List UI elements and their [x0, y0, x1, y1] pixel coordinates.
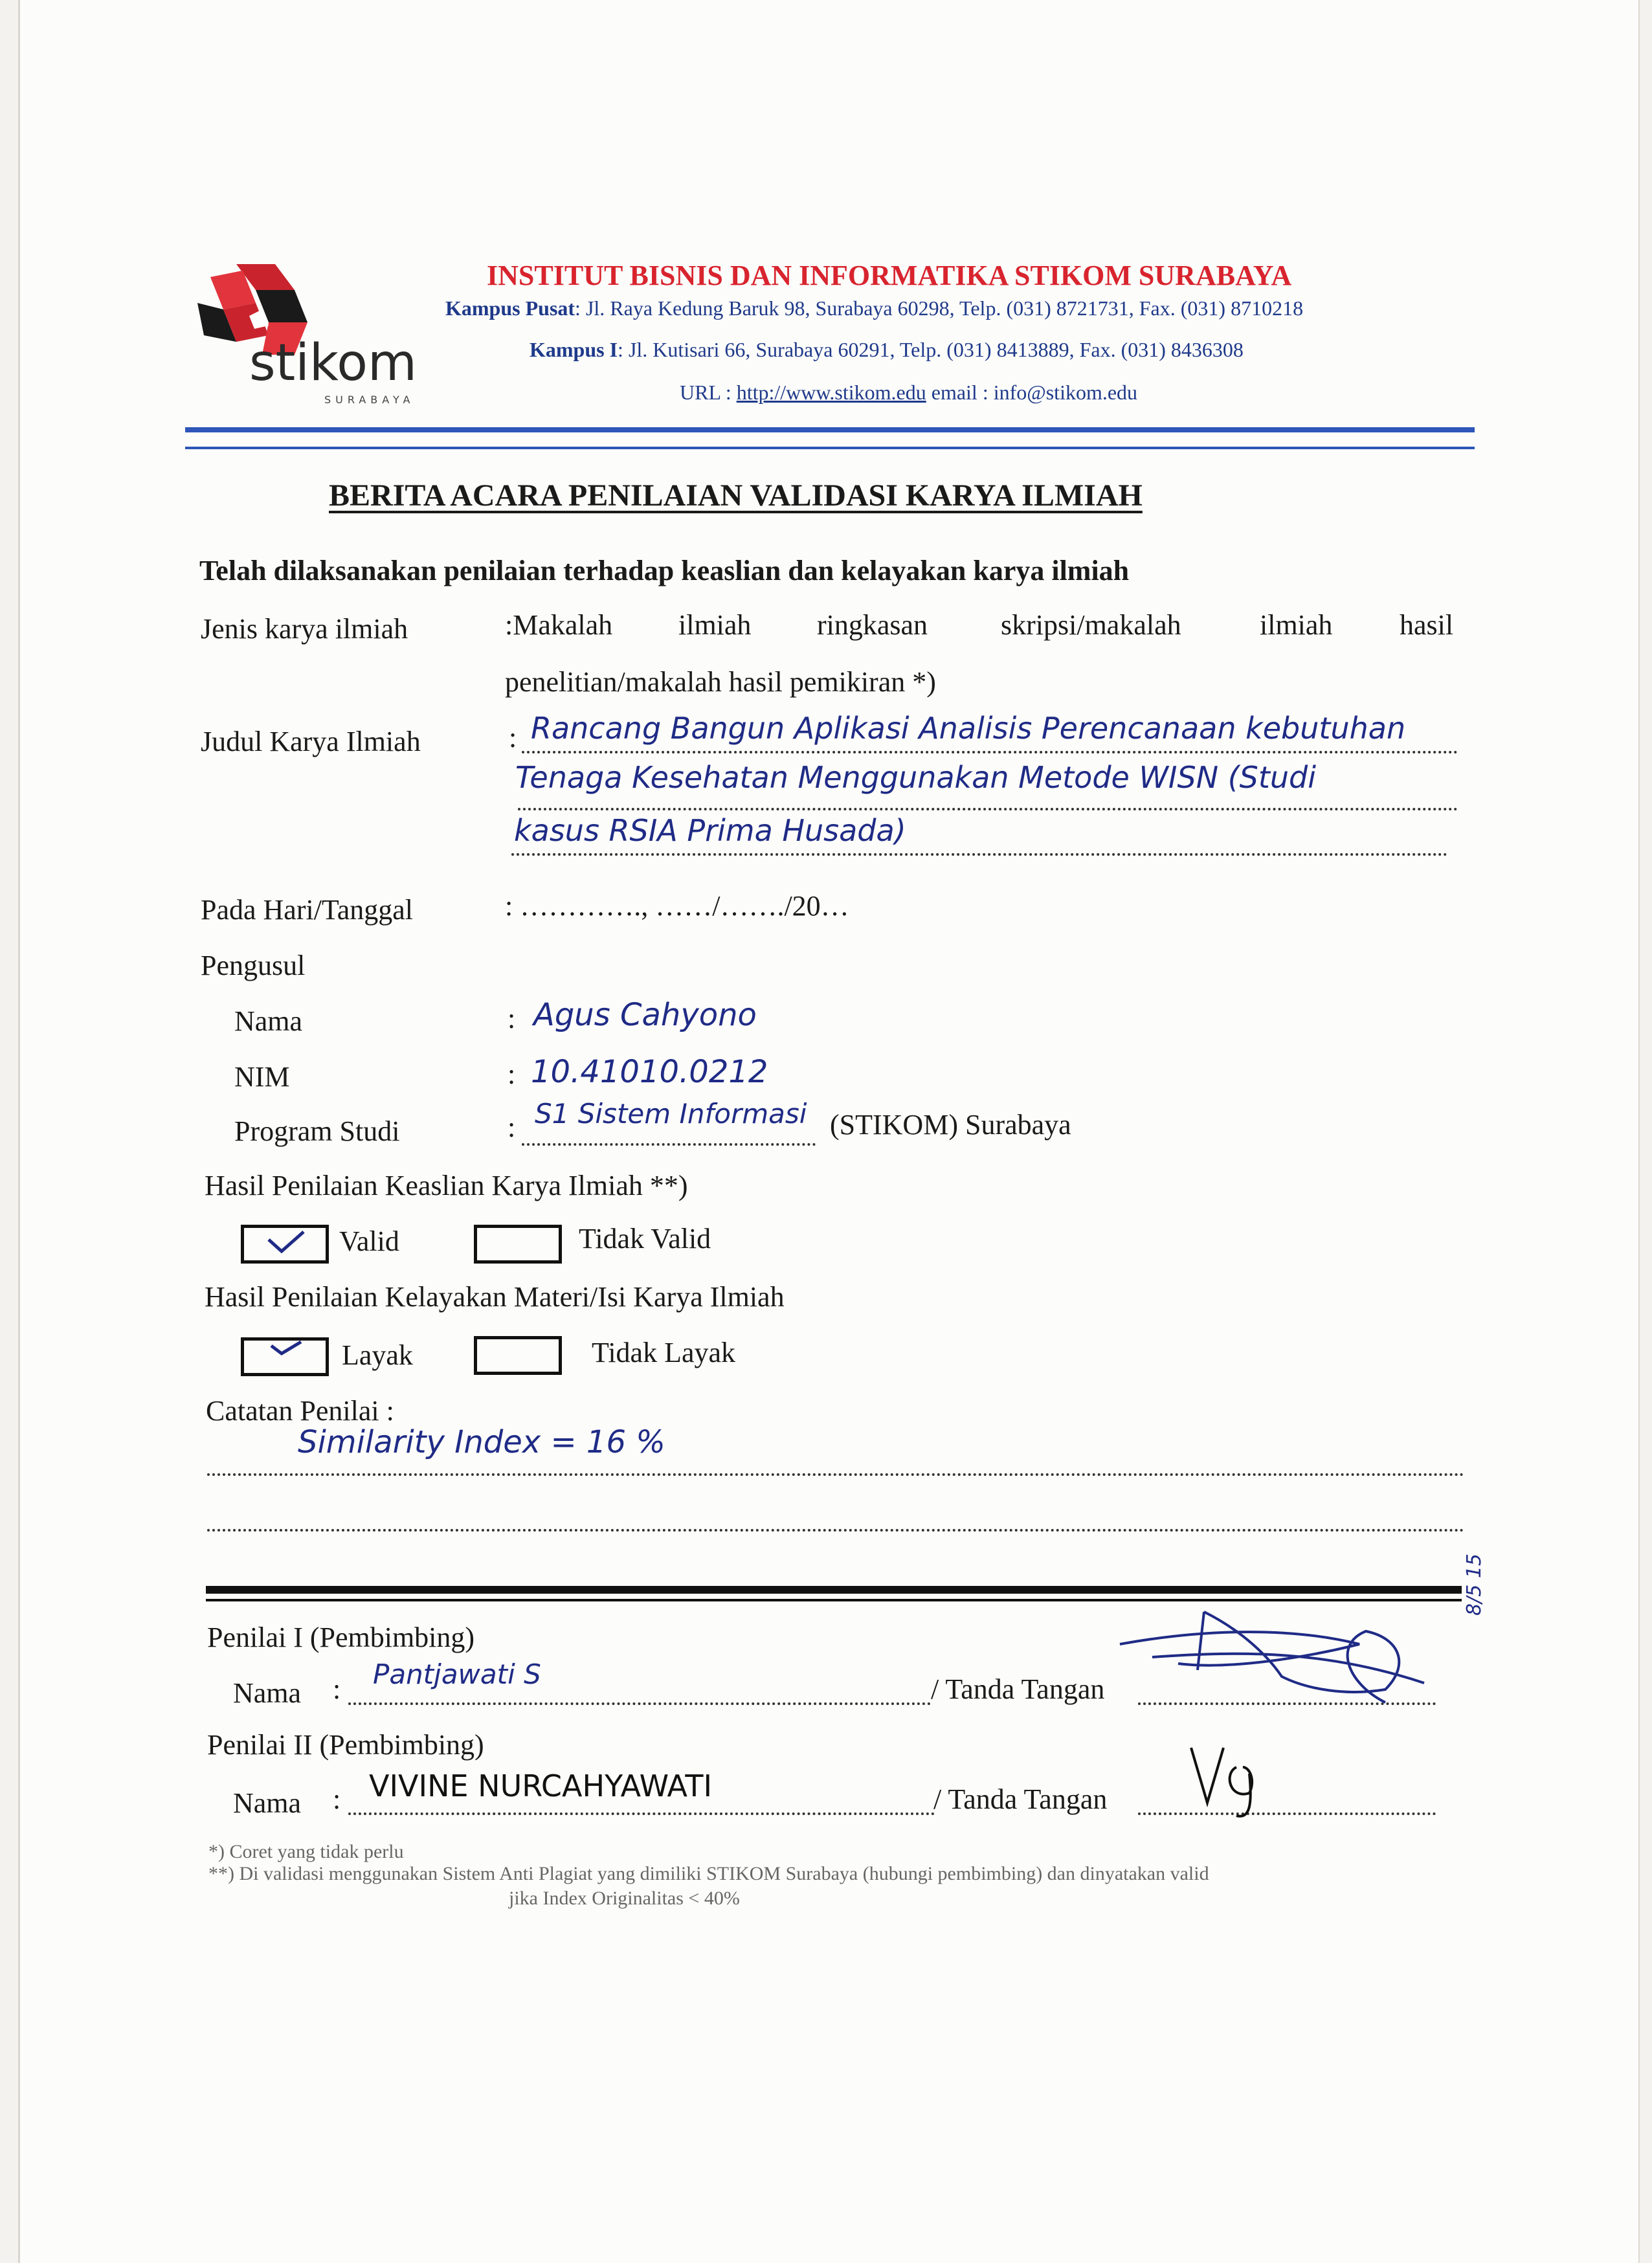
valid-label: Valid [339, 1225, 399, 1257]
judul-dotline-3 [511, 853, 1447, 856]
logo-subtitle: SURABAYA [324, 394, 415, 406]
tidak-valid-checkbox[interactable] [474, 1225, 562, 1264]
stikom-logo [197, 264, 417, 413]
penilai1-nama-label: Nama [233, 1677, 302, 1709]
campus-1-address: : Jl. Kutisari 66, Surabaya 60291, Telp. (031) 8413889, Fax. (031) 8436308 [618, 338, 1244, 361]
jenis-word-3: ringkasan [817, 609, 928, 641]
judul-dotline-2 [518, 808, 1458, 810]
document-title: BERITA ACARA PENILAIAN VALIDASI KARYA ILMIAH [329, 478, 1143, 513]
nim-value: 10.41010.0212 [531, 1054, 768, 1090]
email-text: email : info@stikom.edu [926, 381, 1138, 404]
penilai1-ttd-label: / Tanda Tangan [931, 1673, 1105, 1705]
jenis-label: Jenis karya ilmiah [201, 613, 408, 645]
penilai1-signature [1113, 1586, 1450, 1715]
prodi-suffix: (STIKOM) Surabaya [830, 1109, 1071, 1141]
penilai2-nama-dotline [348, 1812, 935, 1815]
header-rule-thick [185, 427, 1475, 432]
campus-1-label: Kampus I [530, 338, 618, 361]
layak-label: Layak [342, 1339, 413, 1371]
campus-pusat-address: : Jl. Raya Kedung Baruk 98, Surabaya 60298, Telp. (031) 8721731, Fax. (031) 8710218 [575, 296, 1304, 320]
valid-checkbox[interactable] [241, 1225, 329, 1264]
header-rule-thin [185, 447, 1475, 449]
prodi-dotline [522, 1143, 816, 1146]
penilai1-nama-value: Pantjawati S [373, 1658, 541, 1690]
judul-line-2: Tenaga Kesehatan Menggunakan Metode WISN (Studi [515, 760, 1317, 795]
judul-line-1: Rancang Bangun Aplikasi Analisis Perencanaan kebutuhan [531, 711, 1406, 746]
judul-colon: : [509, 722, 517, 753]
tanggal-value: : …………., ……/……./20… [505, 890, 849, 922]
jenis-line-2: penelitian/makalah hasil pemikiran *) [505, 666, 936, 698]
kelayakan-label: Hasil Penilaian Kelayakan Materi/Isi Karya Ilmiah [205, 1281, 785, 1313]
penilai1-date-note: 8/5 15 [1463, 1554, 1486, 1616]
penilai2-nama-value: VIVINE NURCAHYAWATI [369, 1768, 713, 1803]
judul-line-3: kasus RSIA Prima Husada) [514, 813, 906, 848]
keaslian-label: Hasil Penilaian Keaslian Karya Ilmiah **) [205, 1170, 688, 1201]
penilai1-label: Penilai I (Pembimbing) [207, 1622, 475, 1653]
penilai2-nama-label: Nama [233, 1787, 302, 1819]
contact-line [680, 381, 1137, 405]
catatan-dotline-1 [207, 1473, 1464, 1476]
logo-wordmark: stikom [249, 334, 417, 392]
check-icon [244, 1228, 326, 1260]
penilai2-signature [1178, 1728, 1282, 1825]
intro-text: Telah dilaksanakan penilaian terhadap keaslian dan kelayakan karya ilmiah [199, 555, 1130, 586]
tidak-valid-label: Tidak Valid [579, 1223, 711, 1254]
judul-dotline-1 [522, 751, 1458, 753]
penilai2-nama-colon: : [333, 1783, 341, 1815]
judul-label: Judul Karya Ilmiah [201, 726, 421, 757]
campus-pusat [445, 296, 1303, 320]
catatan-label: Catatan Penilai : [206, 1395, 394, 1427]
footnote-3: jika Index Originalitas < 40% [509, 1888, 740, 1909]
footnote-1: *) Coret yang tidak perlu [208, 1841, 404, 1862]
nama-label: Nama [234, 1005, 303, 1037]
jenis-word-4: skripsi/makalah [1001, 609, 1181, 641]
jenis-word-2: ilmiah [678, 609, 752, 641]
nim-colon: : [508, 1058, 516, 1090]
penilai1-nama-dotline [348, 1702, 931, 1705]
nama-colon: : [508, 1003, 516, 1034]
tidak-layak-checkbox[interactable] [474, 1336, 562, 1375]
tidak-layak-label: Tidak Layak [592, 1337, 736, 1368]
prodi-label: Program Studi [234, 1115, 400, 1147]
catatan-note: Similarity Index = 16 % [298, 1424, 665, 1460]
prodi-value: S1 Sistem Informasi [535, 1098, 807, 1130]
layak-checkbox[interactable] [241, 1337, 329, 1376]
tanggal-label: Pada Hari/Tanggal [201, 894, 414, 926]
nim-label: NIM [234, 1061, 290, 1093]
jenis-word-6: hasil [1400, 609, 1454, 641]
website-link[interactable]: http://www.stikom.edu [736, 381, 926, 404]
penilai1-nama-colon: : [333, 1673, 341, 1705]
penilai2-label: Penilai II (Pembimbing) [207, 1729, 484, 1761]
url-label: URL : [680, 381, 737, 404]
prodi-colon: : [508, 1111, 516, 1143]
catatan-dotline-2 [207, 1529, 1464, 1532]
campus-pusat-label: Kampus Pusat [445, 296, 575, 320]
pengusul-label: Pengusul [201, 950, 306, 981]
penilai2-ttd-label: / Tanda Tangan [933, 1783, 1108, 1815]
jenis-word-1: :Makalah [505, 609, 613, 641]
check-icon [244, 1341, 326, 1373]
institution-name: INSTITUT BISNIS DAN INFORMATIKA STIKOM SURABAYA [487, 260, 1292, 291]
campus-1 [530, 338, 1244, 362]
jenis-word-5: ilmiah [1260, 609, 1333, 641]
nama-value: Agus Cahyono [533, 997, 757, 1033]
footnote-2: **) Di validasi menggunakan Sistem Anti Plagiat yang dimiliki STIKOM Surabaya (hubungi pembimbing) dan dinyatakan valid [208, 1863, 1209, 1884]
